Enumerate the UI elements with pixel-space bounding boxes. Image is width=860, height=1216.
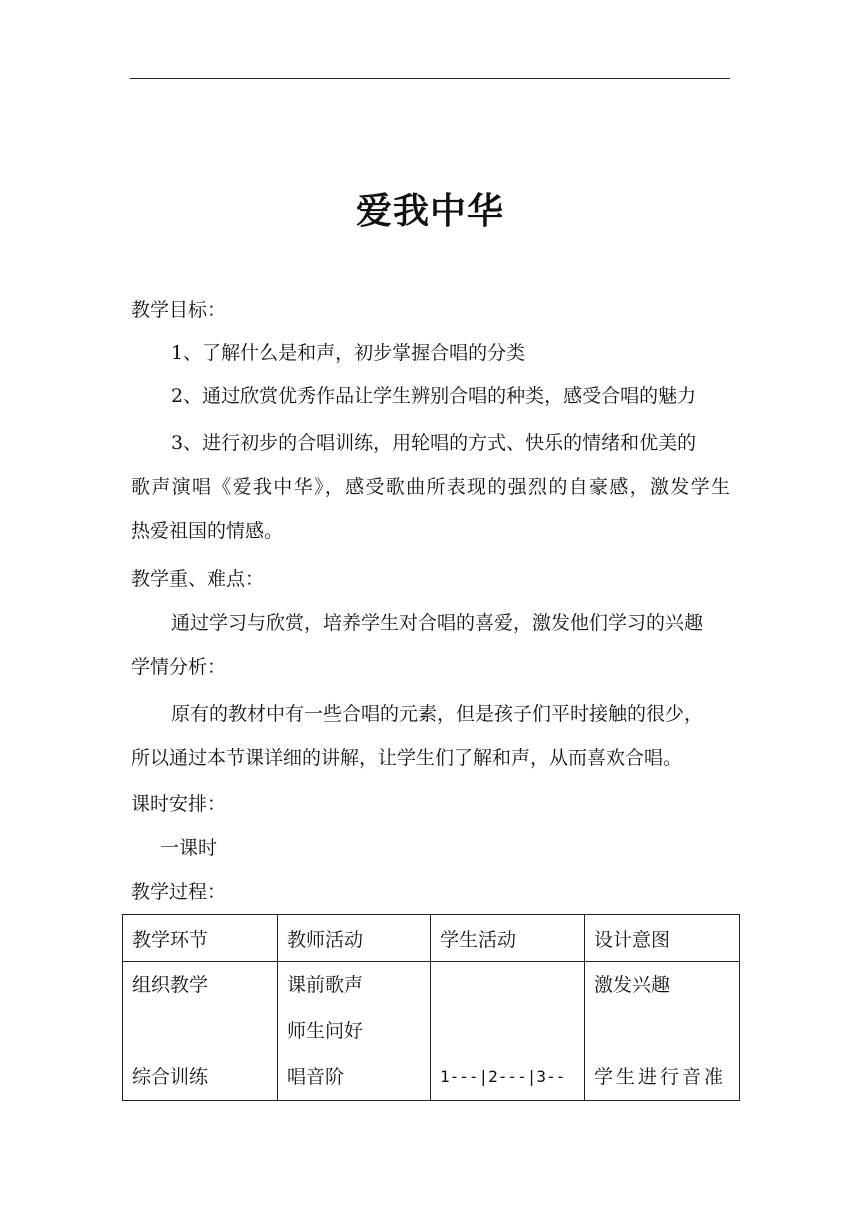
cell-line: 课前歌声 bbox=[287, 974, 364, 996]
objective-item-3: 3、进行初步的合唱训练，用轮唱的方式、快乐的情绪和优美的 bbox=[171, 432, 697, 454]
analysis-heading: 学情分析： bbox=[131, 656, 227, 678]
analysis-line-2: 所以通过本节课详细的讲解，让学生们了解和声，从而喜欢合唱。 bbox=[131, 747, 683, 769]
cell-line bbox=[440, 1008, 575, 1054]
column-header: 教学环节 bbox=[123, 915, 278, 962]
table-header-row bbox=[123, 915, 740, 962]
cell-line bbox=[594, 1008, 730, 1054]
cell-line: 综合训练 bbox=[132, 1066, 209, 1088]
objective-item-2: 2、通过欣赏优秀作品让学生辨别合唱的种类，感受合唱的魅力 bbox=[171, 385, 697, 407]
cell-line bbox=[132, 1008, 268, 1054]
key-points-text: 通过学习与欣赏，培养学生对合唱的喜爱，激发他们学习的兴趣 bbox=[171, 612, 704, 634]
table-cell-student bbox=[431, 962, 585, 1101]
objectives-heading: 教学目标： bbox=[131, 299, 227, 321]
table-cell-teacher bbox=[278, 962, 431, 1101]
cell-line: 激发兴趣 bbox=[594, 974, 671, 996]
cell-line: 师生问好 bbox=[287, 1020, 364, 1042]
objective-item-1: 1、了解什么是和声，初步掌握合唱的分类 bbox=[171, 342, 526, 364]
header-rule bbox=[130, 78, 730, 79]
cell-line bbox=[440, 962, 575, 1008]
cell-line: 组织教学 bbox=[132, 974, 209, 996]
cell-line: 1---|2---|3-- bbox=[440, 1067, 566, 1086]
table-cell-intent bbox=[585, 962, 740, 1101]
objective-item-3-cont-1: 歌声演唱《爱我中华》，感受歌曲所表现的强烈的自豪感，激发学生 bbox=[131, 476, 730, 498]
cell-line: 学生进行音准 bbox=[594, 1066, 727, 1088]
cell-line: 唱音阶 bbox=[287, 1066, 345, 1088]
table-cell-stage bbox=[123, 962, 278, 1101]
table-row bbox=[123, 962, 740, 1101]
schedule-text: 一课时 bbox=[160, 837, 218, 859]
column-header: 教师活动 bbox=[278, 915, 431, 962]
analysis-line-1: 原有的教材中有一些合唱的元素，但是孩子们平时接触的很少， bbox=[171, 703, 704, 725]
process-heading: 教学过程： bbox=[131, 881, 227, 903]
document-title: 爱我中华 bbox=[355, 191, 504, 232]
key-points-heading: 教学重、难点： bbox=[131, 568, 265, 590]
column-header: 设计意图 bbox=[585, 915, 740, 962]
column-header: 学生活动 bbox=[431, 915, 585, 962]
teaching-process-table bbox=[122, 914, 740, 1101]
schedule-heading: 课时安排： bbox=[131, 793, 227, 815]
objective-item-3-cont-2: 热爱祖国的情感。 bbox=[131, 520, 284, 542]
